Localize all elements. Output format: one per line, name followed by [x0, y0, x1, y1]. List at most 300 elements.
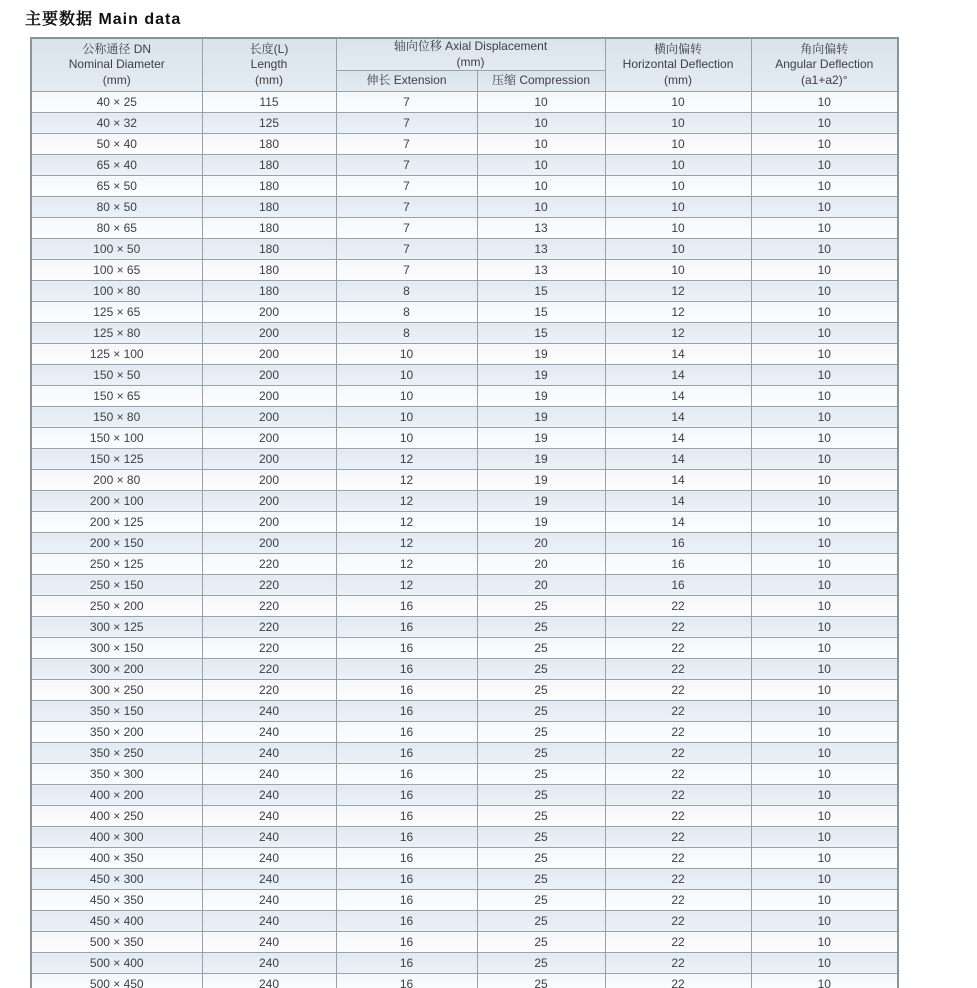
table-cell: 10 [751, 575, 898, 596]
table-cell: 19 [477, 512, 605, 533]
table-cell: 7 [336, 134, 477, 155]
table-cell: 10 [751, 260, 898, 281]
table-cell: 10 [751, 512, 898, 533]
table-cell: 125 [202, 113, 336, 134]
table-cell: 10 [605, 260, 751, 281]
table-cell: 240 [202, 932, 336, 953]
table-cell: 125 × 100 [31, 344, 202, 365]
table-cell: 300 × 200 [31, 659, 202, 680]
table-cell: 22 [605, 974, 751, 988]
table-cell: 19 [477, 470, 605, 491]
table-cell: 16 [336, 638, 477, 659]
table-cell: 350 × 250 [31, 743, 202, 764]
table-cell: 8 [336, 323, 477, 344]
table-cell: 19 [477, 491, 605, 512]
table-cell: 350 × 300 [31, 764, 202, 785]
table-row [31, 869, 898, 890]
table-cell: 10 [751, 470, 898, 491]
table-cell: 16 [336, 743, 477, 764]
table-cell: 200 [202, 386, 336, 407]
table-cell: 22 [605, 659, 751, 680]
table-cell: 16 [336, 617, 477, 638]
table-cell: 180 [202, 155, 336, 176]
table-row [31, 827, 898, 848]
table-cell: 16 [336, 890, 477, 911]
table-cell: 10 [477, 113, 605, 134]
table-cell: 7 [336, 218, 477, 239]
table-row [31, 155, 898, 176]
table-cell: 25 [477, 701, 605, 722]
table-cell: 240 [202, 974, 336, 988]
table-cell: 8 [336, 302, 477, 323]
table-cell: 16 [336, 596, 477, 617]
table-cell: 7 [336, 239, 477, 260]
table-cell: 180 [202, 134, 336, 155]
table-cell: 250 × 125 [31, 554, 202, 575]
table-cell: 10 [751, 764, 898, 785]
header-axial-displacement-label: 轴向位移 Axial Displacement [393, 39, 548, 54]
table-cell: 25 [477, 890, 605, 911]
table-cell: 16 [336, 701, 477, 722]
table-cell: 100 × 50 [31, 239, 202, 260]
header-length [202, 38, 336, 92]
table-cell: 25 [477, 638, 605, 659]
table-cell: 22 [605, 617, 751, 638]
table-cell: 25 [477, 932, 605, 953]
table-cell: 13 [477, 239, 605, 260]
table-cell: 25 [477, 869, 605, 890]
table-cell: 10 [336, 344, 477, 365]
table-cell: 22 [605, 869, 751, 890]
table-row [31, 218, 898, 239]
table-cell: 150 × 65 [31, 386, 202, 407]
table-row [31, 449, 898, 470]
table-cell: 22 [605, 932, 751, 953]
table-cell: 16 [336, 869, 477, 890]
table-cell: 40 × 32 [31, 113, 202, 134]
table-cell: 20 [477, 554, 605, 575]
table-cell: 19 [477, 344, 605, 365]
table-row [31, 365, 898, 386]
header-length-unit: (mm) [255, 72, 283, 87]
table-row [31, 407, 898, 428]
table-cell: 7 [336, 155, 477, 176]
table-cell: 16 [336, 932, 477, 953]
table-cell: 100 × 65 [31, 260, 202, 281]
header-angular-deflection-en: Angular Deflection [775, 57, 874, 72]
table-cell: 10 [751, 533, 898, 554]
table-cell: 10 [477, 197, 605, 218]
table-cell: 220 [202, 638, 336, 659]
table-row [31, 953, 898, 974]
table-cell: 16 [336, 785, 477, 806]
header-horizontal-deflection-zh: 横向偏转 [654, 41, 703, 56]
header-horizontal-deflection-unit: (mm) [664, 72, 692, 87]
table-cell: 350 × 200 [31, 722, 202, 743]
header-axial-displacement [336, 38, 605, 71]
table-cell: 10 [477, 176, 605, 197]
table-cell: 25 [477, 785, 605, 806]
table-cell: 22 [605, 785, 751, 806]
table-cell: 16 [336, 827, 477, 848]
table-cell: 10 [751, 596, 898, 617]
table-cell: 19 [477, 449, 605, 470]
table-cell: 12 [605, 323, 751, 344]
table-cell: 10 [751, 407, 898, 428]
table-row [31, 554, 898, 575]
table-cell: 350 × 150 [31, 701, 202, 722]
table-cell: 16 [605, 575, 751, 596]
table-cell: 10 [477, 155, 605, 176]
table-row [31, 344, 898, 365]
table-cell: 10 [336, 365, 477, 386]
table-cell: 19 [477, 386, 605, 407]
table-cell: 16 [605, 554, 751, 575]
table-cell: 15 [477, 323, 605, 344]
table-cell: 500 × 350 [31, 932, 202, 953]
table-cell: 25 [477, 911, 605, 932]
table-cell: 10 [751, 92, 898, 113]
table-cell: 450 × 300 [31, 869, 202, 890]
table-cell: 16 [605, 533, 751, 554]
table-cell: 240 [202, 806, 336, 827]
table-cell: 7 [336, 92, 477, 113]
table-cell: 25 [477, 722, 605, 743]
table-cell: 220 [202, 554, 336, 575]
table-cell: 50 × 40 [31, 134, 202, 155]
table-row [31, 680, 898, 701]
header-angular-deflection-zh: 角向偏转 [800, 41, 849, 56]
table-cell: 10 [605, 134, 751, 155]
table-cell: 16 [336, 659, 477, 680]
table-cell: 220 [202, 659, 336, 680]
table-cell: 14 [605, 491, 751, 512]
table-cell: 10 [751, 197, 898, 218]
table-cell: 22 [605, 953, 751, 974]
table-cell: 10 [751, 638, 898, 659]
table-cell: 25 [477, 953, 605, 974]
table-cell: 10 [751, 806, 898, 827]
header-nominal-diameter [31, 38, 202, 92]
table-row [31, 428, 898, 449]
table-cell: 10 [751, 239, 898, 260]
table-row [31, 617, 898, 638]
table-cell: 12 [336, 470, 477, 491]
table-cell: 10 [751, 680, 898, 701]
table-cell: 200 × 125 [31, 512, 202, 533]
table-header [31, 38, 898, 92]
table-cell: 15 [477, 302, 605, 323]
table-cell: 450 × 350 [31, 890, 202, 911]
table-cell: 22 [605, 722, 751, 743]
table-cell: 22 [605, 806, 751, 827]
main-data-table [30, 37, 899, 988]
table-cell: 13 [477, 260, 605, 281]
table-cell: 220 [202, 596, 336, 617]
table-cell: 7 [336, 113, 477, 134]
table-cell: 200 [202, 449, 336, 470]
table-cell: 12 [336, 491, 477, 512]
table-cell: 10 [751, 659, 898, 680]
table-cell: 12 [605, 281, 751, 302]
table-row [31, 323, 898, 344]
table-row [31, 722, 898, 743]
table-cell: 22 [605, 596, 751, 617]
table-cell: 10 [751, 302, 898, 323]
table-cell: 10 [751, 176, 898, 197]
table-row [31, 596, 898, 617]
table-cell: 180 [202, 260, 336, 281]
table-cell: 10 [336, 386, 477, 407]
table-cell: 22 [605, 743, 751, 764]
table-cell: 180 [202, 239, 336, 260]
table-cell: 10 [751, 953, 898, 974]
table-cell: 25 [477, 848, 605, 869]
table-cell: 10 [605, 197, 751, 218]
table-cell: 22 [605, 701, 751, 722]
table-cell: 10 [751, 827, 898, 848]
table-row [31, 932, 898, 953]
table-cell: 10 [751, 281, 898, 302]
table-row [31, 974, 898, 988]
table-cell: 10 [751, 344, 898, 365]
table-cell: 240 [202, 722, 336, 743]
table-cell: 12 [336, 512, 477, 533]
page-title: 主要数据 Main data [25, 11, 182, 28]
table-cell: 14 [605, 449, 751, 470]
table-cell: 12 [336, 575, 477, 596]
table-row [31, 638, 898, 659]
table-cell: 10 [477, 92, 605, 113]
table-cell: 80 × 50 [31, 197, 202, 218]
table-cell: 10 [751, 113, 898, 134]
table-cell: 12 [336, 449, 477, 470]
table-cell: 65 × 50 [31, 176, 202, 197]
table-cell: 10 [751, 155, 898, 176]
table-cell: 10 [751, 554, 898, 575]
table-cell: 150 × 100 [31, 428, 202, 449]
table-cell: 19 [477, 428, 605, 449]
table-cell: 19 [477, 365, 605, 386]
header-extension: 伸长 Extension [336, 71, 477, 92]
table-row [31, 470, 898, 491]
table-cell: 10 [751, 890, 898, 911]
table-cell: 240 [202, 827, 336, 848]
table-cell: 14 [605, 386, 751, 407]
table-cell: 20 [477, 575, 605, 596]
table-row [31, 911, 898, 932]
header-angular-deflection [751, 38, 898, 92]
table-row [31, 239, 898, 260]
table-cell: 180 [202, 197, 336, 218]
table-cell: 10 [751, 323, 898, 344]
table-cell: 14 [605, 428, 751, 449]
table-cell: 10 [751, 743, 898, 764]
table-cell: 220 [202, 575, 336, 596]
table-cell: 220 [202, 680, 336, 701]
table-row [31, 176, 898, 197]
table-cell: 22 [605, 680, 751, 701]
table-cell: 200 [202, 533, 336, 554]
table-row [31, 512, 898, 533]
table-cell: 25 [477, 806, 605, 827]
table-cell: 300 × 150 [31, 638, 202, 659]
table-cell: 16 [336, 764, 477, 785]
table-cell: 200 [202, 344, 336, 365]
table-cell: 250 × 150 [31, 575, 202, 596]
table-row [31, 302, 898, 323]
table-cell: 16 [336, 680, 477, 701]
table-cell: 25 [477, 680, 605, 701]
table-row [31, 806, 898, 827]
table-cell: 10 [751, 449, 898, 470]
table-cell: 180 [202, 281, 336, 302]
table-cell: 13 [477, 218, 605, 239]
table-cell: 180 [202, 176, 336, 197]
table-cell: 15 [477, 281, 605, 302]
table-cell: 12 [336, 533, 477, 554]
table-cell: 240 [202, 890, 336, 911]
table-cell: 16 [336, 722, 477, 743]
table-row [31, 260, 898, 281]
table-cell: 240 [202, 848, 336, 869]
table-cell: 10 [751, 134, 898, 155]
table-row [31, 701, 898, 722]
table-row [31, 281, 898, 302]
table-cell: 200 [202, 470, 336, 491]
table-cell: 10 [751, 701, 898, 722]
table-body [31, 92, 898, 988]
table-row [31, 848, 898, 869]
table-cell: 16 [336, 974, 477, 988]
table-cell: 25 [477, 743, 605, 764]
table-row [31, 533, 898, 554]
table-cell: 200 [202, 491, 336, 512]
table-cell: 10 [751, 491, 898, 512]
table-cell: 125 × 65 [31, 302, 202, 323]
header-nominal-diameter-en: Nominal Diameter [68, 57, 165, 72]
header-axial-displacement-unit: (mm) [456, 54, 485, 69]
table-cell: 14 [605, 344, 751, 365]
header-length-en: Length [250, 57, 288, 72]
table-cell: 400 × 350 [31, 848, 202, 869]
table-cell: 25 [477, 596, 605, 617]
table-cell: 10 [477, 134, 605, 155]
table-cell: 300 × 125 [31, 617, 202, 638]
table-cell: 200 [202, 323, 336, 344]
table-row [31, 113, 898, 134]
table-cell: 10 [336, 428, 477, 449]
table-cell: 40 × 25 [31, 92, 202, 113]
header-compression: 压缩 Compression [477, 71, 605, 92]
table-cell: 240 [202, 953, 336, 974]
table-cell: 10 [605, 155, 751, 176]
table-cell: 22 [605, 848, 751, 869]
table-cell: 14 [605, 365, 751, 386]
table-cell: 240 [202, 911, 336, 932]
table-cell: 200 × 100 [31, 491, 202, 512]
table-cell: 240 [202, 764, 336, 785]
header-horizontal-deflection-en: Horizontal Deflection [622, 57, 734, 72]
table-cell: 300 × 250 [31, 680, 202, 701]
table-row [31, 386, 898, 407]
table-cell: 7 [336, 197, 477, 218]
table-row [31, 197, 898, 218]
table-cell: 10 [751, 932, 898, 953]
table-cell: 500 × 450 [31, 974, 202, 988]
table-cell: 250 × 200 [31, 596, 202, 617]
table-cell: 16 [336, 806, 477, 827]
table-cell: 8 [336, 281, 477, 302]
table-cell: 12 [605, 302, 751, 323]
table-cell: 10 [605, 113, 751, 134]
table-cell: 25 [477, 764, 605, 785]
table-cell: 10 [751, 869, 898, 890]
table-cell: 14 [605, 407, 751, 428]
table-cell: 150 × 125 [31, 449, 202, 470]
table-cell: 10 [751, 911, 898, 932]
table-cell: 400 × 250 [31, 806, 202, 827]
table-cell: 10 [751, 785, 898, 806]
table-cell: 200 [202, 302, 336, 323]
table-row [31, 659, 898, 680]
table-cell: 65 × 40 [31, 155, 202, 176]
table-cell: 240 [202, 869, 336, 890]
table-cell: 25 [477, 974, 605, 988]
table-cell: 200 [202, 512, 336, 533]
table-cell: 16 [336, 848, 477, 869]
table-cell: 400 × 300 [31, 827, 202, 848]
table-cell: 20 [477, 533, 605, 554]
header-nominal-diameter-unit: (mm) [102, 72, 131, 87]
table-row [31, 785, 898, 806]
table-row [31, 92, 898, 113]
table-cell: 200 [202, 428, 336, 449]
table-cell: 10 [336, 407, 477, 428]
table-cell: 115 [202, 92, 336, 113]
table-cell: 22 [605, 638, 751, 659]
table-cell: 220 [202, 617, 336, 638]
table-cell: 7 [336, 260, 477, 281]
table-cell: 7 [336, 176, 477, 197]
table-cell: 10 [751, 428, 898, 449]
table-cell: 200 × 150 [31, 533, 202, 554]
header-horizontal-deflection [605, 38, 751, 92]
table-cell: 22 [605, 827, 751, 848]
table-cell: 10 [751, 617, 898, 638]
table-cell: 16 [336, 953, 477, 974]
table-cell: 25 [477, 659, 605, 680]
table-cell: 16 [336, 911, 477, 932]
table-row [31, 890, 898, 911]
table-cell: 450 × 400 [31, 911, 202, 932]
table-cell: 10 [751, 218, 898, 239]
header-angular-deflection-unit: (a1+a2)° [801, 72, 848, 87]
table-cell: 240 [202, 701, 336, 722]
table-cell: 125 × 80 [31, 323, 202, 344]
table-cell: 150 × 80 [31, 407, 202, 428]
table-cell: 150 × 50 [31, 365, 202, 386]
table-cell: 400 × 200 [31, 785, 202, 806]
table-row [31, 575, 898, 596]
table-cell: 200 × 80 [31, 470, 202, 491]
table-cell: 22 [605, 890, 751, 911]
table-cell: 10 [751, 974, 898, 988]
header-nominal-diameter-zh: 公称通径 DN [82, 41, 152, 56]
table-cell: 14 [605, 512, 751, 533]
table-cell: 500 × 400 [31, 953, 202, 974]
table-cell: 10 [751, 365, 898, 386]
